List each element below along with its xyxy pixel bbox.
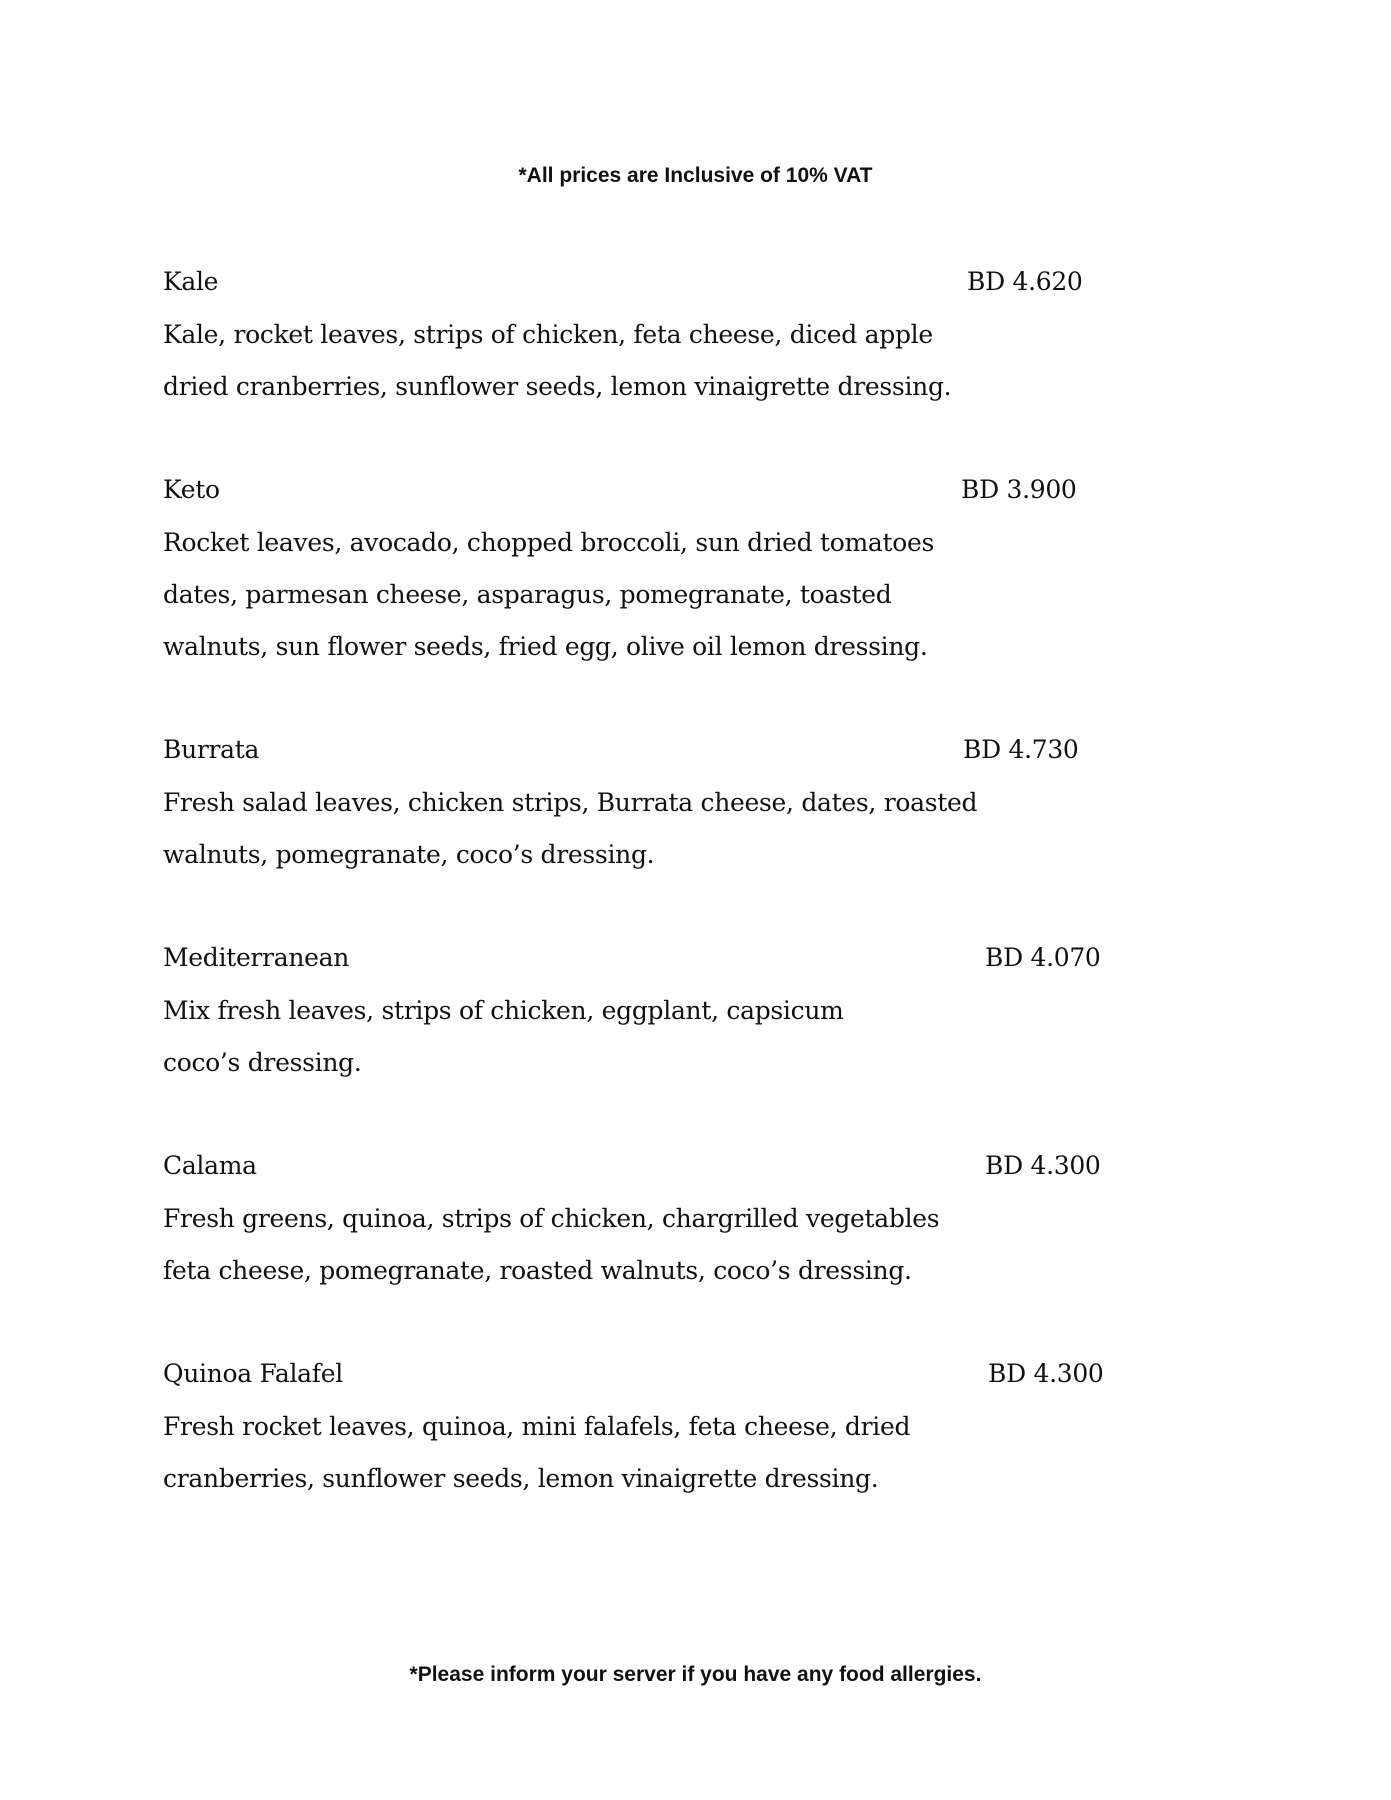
description-line: Fresh rocket leaves, quinoa, mini falafels, feta cheese, dried (163, 1412, 911, 1441)
menu-item-calama (163, 1149, 1163, 1349)
item-description (163, 777, 978, 881)
description-line: walnuts, sun flower seeds, fried egg, olive oil lemon dressing. (163, 632, 928, 661)
description-line: Mix fresh leaves, strips of chicken, eggplant, capsicum (163, 996, 844, 1025)
menu-item-mediterranean (163, 941, 1163, 1141)
item-price: BD 4.070 (985, 943, 1101, 972)
description-line: Rocket leaves, avocado, chopped broccoli, sun dried tomatoes (163, 528, 935, 557)
item-name: Mediterranean (163, 943, 350, 972)
menu-item-quinoa-falafel (163, 1357, 1163, 1557)
menu-item-burrata (163, 733, 1163, 933)
item-description (163, 517, 963, 673)
item-description (163, 985, 963, 1089)
menu-item-keto (163, 473, 1163, 673)
description-line: Kale, rocket leaves, strips of chicken, feta cheese, diced apple (163, 320, 933, 349)
description-line: feta cheese, pomegranate, roasted walnuts, coco’s dressing. (163, 1256, 912, 1285)
description-line: walnuts, pomegranate, coco’s dressing. (163, 840, 655, 869)
item-price: BD 4.300 (988, 1359, 1104, 1388)
item-name: Calama (163, 1151, 257, 1180)
item-price: BD 4.730 (963, 735, 1079, 764)
item-price: BD 4.300 (985, 1151, 1101, 1180)
description-line: coco’s dressing. (163, 1048, 362, 1077)
description-line: dates, parmesan cheese, asparagus, pomegranate, toasted (163, 580, 892, 609)
allergy-note: *Please inform your server if you have any food allergies. (409, 1663, 982, 1686)
item-name: Keto (163, 475, 220, 504)
description-line: cranberries, sunflower seeds, lemon vinaigrette dressing. (163, 1464, 879, 1493)
item-description (163, 1401, 963, 1505)
item-name: Quinoa Falafel (163, 1359, 343, 1388)
description-line: dried cranberries, sunflower seeds, lemon vinaigrette dressing. (163, 372, 952, 401)
item-name: Burrata (163, 735, 260, 764)
item-price: BD 3.900 (961, 475, 1077, 504)
vat-note: *All prices are Inclusive of 10% VAT (518, 164, 873, 187)
description-line: Fresh greens, quinoa, strips of chicken, chargrilled vegetables (163, 1204, 940, 1233)
item-description (163, 309, 963, 413)
item-name: Kale (163, 267, 219, 296)
description-line: Fresh salad leaves, chicken strips, Burrata cheese, dates, roasted (163, 788, 978, 817)
item-description (163, 1193, 963, 1297)
item-price: BD 4.620 (967, 267, 1083, 296)
menu-item-kale (163, 265, 1163, 465)
